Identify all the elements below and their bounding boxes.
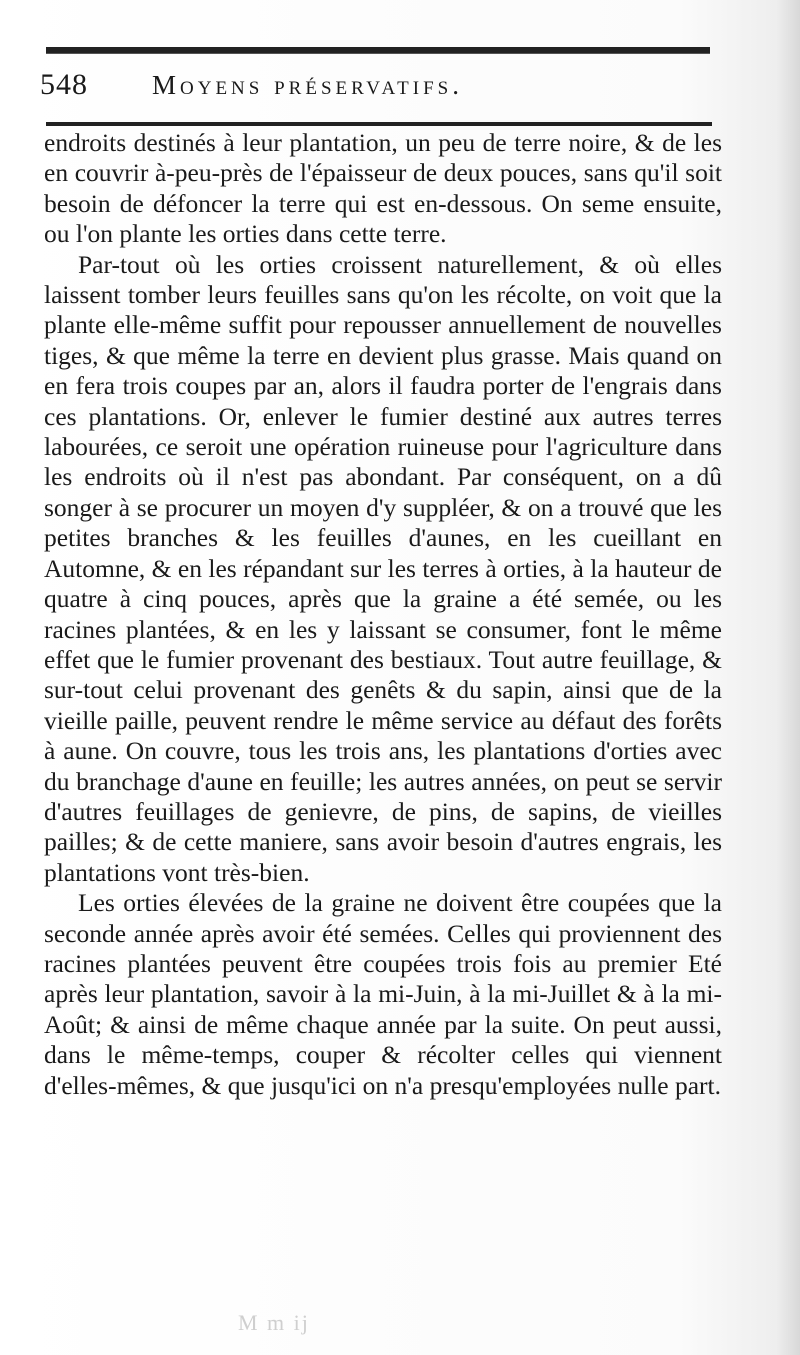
running-title: Moyens préservatifs.	[152, 70, 463, 100]
paragraph-fertilizing: Par-tout où les orties croissent naturellement, & où elles laissent tomber leurs feuilles sans qu'on les récolte, on voit que la plante elle-même suffit pour repousser annuellement de nouvelles tiges, & que même la terre en devient plus grasse. Mais quand on en fera trois coupes par an, alors il faudra porter de l'engrais dans ces plantations. Or, enlever le fumier destiné aux autres terres labourées, ce seroit une opération ruineuse pour l'agriculture dans les endroits où il n'est pas abondant. Par conséquent, on a dû songer à se procurer un moyen d'y suppléer, & on a trouvé que les petites branches & les feuilles d'aunes, en les cueillant en Automne, & en les répandant sur les terres à orties, à la hauteur de quatre à cinq pouces, après que la graine a été semée, ou les racines plantées, & en les y laissant se consumer, font le même effet que le fumier provenant des bestiaux. Tout autre feuillage, & sur-tout celui provenant des genêts & du sapin, ainsi que de la vieille paille, peuvent rendre le même service au défaut des forêts à aune. On couvre, tous les trois ans, les plantations d'orties avec du branchage d'aune en feuille; les autres années, on peut se servir d'autres feuillages de genievre, de pins, de sapins, de vieilles pailles; & de cette maniere, sans avoir besoin d'autres engrais, les plantations vont très-bien.	[44, 249, 722, 887]
header-bottom-rule	[46, 122, 712, 126]
paragraph-harvesting: Les orties élevées de la graine ne doivent être coupées que la seconde année après avoir été semées. Celles qui proviennent des racines plantées peuvent être coupées trois fois au premier Eté après leur plantation, savoir à la mi-Juin, à la mi-Juillet & à la mi-Août; & ainsi de même chaque année par la suite. On peut aussi, dans le même-temps, couper & récolter celles qui viennent d'elles-mêmes, & que jusqu'ici on n'a presqu'employées nulle part.	[44, 888, 722, 1100]
page-number: 548	[40, 68, 88, 101]
signature-mark: M m ij	[238, 1310, 310, 1335]
body-text	[44, 128, 722, 1101]
paragraph-continued: endroits destinés à leur plantation, un peu de terre noire, & de les en couvrir à-peu-près de l'épaisseur de deux pouces, sans qu'il soit besoin de défoncer la terre qui est en-dessous. On seme ensuite, ou l'on plante les orties dans cette terre.	[44, 128, 722, 249]
running-header	[40, 62, 720, 108]
header-top-rule	[46, 47, 710, 54]
